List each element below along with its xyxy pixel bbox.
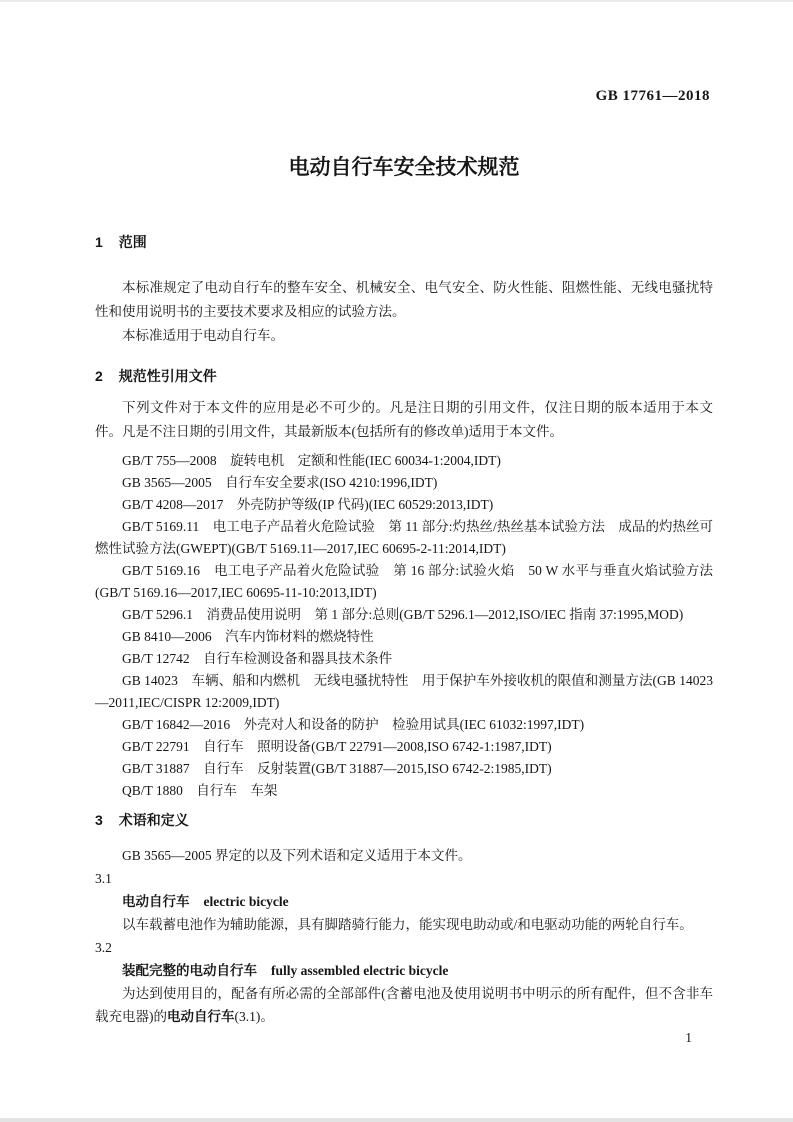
terms-intro: GB 3565—2005 界定的以及下列术语和定义适用于本文件。 xyxy=(122,848,472,863)
section-2-title: 规范性引用文件 xyxy=(118,368,217,384)
reference-item: GB/T 5296.1 消费品使用说明 第 1 部分:总则(GB/T 5296.1—2012,ISO/IEC 指南 37:1995,MOD) xyxy=(122,607,684,622)
section-3-number: 3 xyxy=(95,812,103,828)
term-name-zh: 装配完整的电动自行车 xyxy=(122,963,257,978)
section-1-heading xyxy=(95,230,713,254)
reference-item: GB 8410—2006 汽车内饰材料的燃烧特性 xyxy=(122,629,374,644)
term-number: 3.2 xyxy=(95,940,112,955)
reference-item: GB 14023 车辆、船和内燃机 无线电骚扰特性 用于保护车外接收机的限值和测量方法(GB 14023—2011,IEC/CISPR 12:2009,IDT) xyxy=(95,673,713,710)
terms-block xyxy=(95,844,713,1028)
section-3-heading xyxy=(95,808,713,832)
scope-paragraph-1: 本标准规定了电动自行车的整车安全、机械安全、电气安全、防火性能、阻燃性能、无线电骚扰特性和使用说明书的主要技术要求及相应的试验方法。 xyxy=(95,280,713,319)
references-list xyxy=(95,450,713,802)
scope-paragraph-2: 本标准适用于电动自行车。 xyxy=(122,328,284,343)
reference-item: GB/T 755—2008 旋转电机 定额和性能(IEC 60034-1:2004,IDT) xyxy=(122,453,501,468)
page-bottom-edge xyxy=(0,1118,793,1122)
term-name-line xyxy=(95,959,713,982)
section-2-heading xyxy=(95,364,713,388)
term-name-line xyxy=(95,890,713,913)
page-number: 1 xyxy=(685,1030,692,1045)
term-definition: 以车载蓄电池作为辅助能源，具有脚踏骑行能力，能实现电助动或/和电驱动功能的两轮自行车。 xyxy=(122,917,693,932)
term-name-en: electric bicycle xyxy=(203,894,289,909)
reference-item: GB/T 5169.16 电工电子产品着火危险试验 第 16 部分:试验火焰 50 W 水平与垂直火焰试验方法(GB/T 5169.16—2017,IEC 60695-11-10:2013,IDT) xyxy=(95,563,713,600)
definition-term-reference: 电动自行车 xyxy=(167,1009,235,1024)
definition-text: (3.1)。 xyxy=(234,1009,274,1024)
reference-item: GB/T 22791 自行车 照明设备(GB/T 22791—2008,ISO 6742-1:1987,IDT) xyxy=(122,739,552,754)
reference-item: GB/T 12742 自行车检测设备和器具技术条件 xyxy=(122,651,393,666)
section-3-title: 术语和定义 xyxy=(118,812,189,828)
term-name-zh: 电动自行车 xyxy=(122,894,190,909)
reference-item: GB/T 16842—2016 外壳对人和设备的防护 检验用试具(IEC 61032:1997,IDT) xyxy=(122,717,585,732)
term-definition xyxy=(95,982,713,1028)
section-1-number: 1 xyxy=(95,234,103,250)
document-title: 电动自行车安全技术规范 xyxy=(288,156,520,179)
reference-item: GB 3565—2005 自行车安全要求(ISO 4210:1996,IDT) xyxy=(122,475,438,490)
reference-item: GB/T 5169.11 电工电子产品着火危险试验 第 11 部分:灼热丝/热丝基本试验方法 成品的灼热丝可燃性试验方法(GWEPT)(GB/T 5169.11—2017,IEC 60695-2-11:2014,IDT) xyxy=(95,519,713,556)
section-2-number: 2 xyxy=(95,368,103,384)
references-intro: 下列文件对于本文件的应用是必不可少的。凡是注日期的引用文件，仅注日期的版本适用于本文件。凡是不注日期的引用文件，其最新版本(包括所有的修改单)适用于本文件。 xyxy=(95,400,713,439)
definition-text: 为达到使用目的，配备有所必需的全部部件(含蓄电池及使用说明书中明示的所有配件，但不含非车载充电器)的 xyxy=(95,986,713,1024)
term-number: 3.1 xyxy=(95,871,112,886)
reference-item: GB/T 31887 自行车 反射装置(GB/T 31887—2015,ISO 6742-2:1985,IDT) xyxy=(122,761,552,776)
reference-item: GB/T 4208—2017 外壳防护等级(IP 代码)(IEC 60529:2013,IDT) xyxy=(122,497,494,512)
reference-item: QB/T 1880 自行车 车架 xyxy=(122,783,278,798)
term-name-en: fully assembled electric bicycle xyxy=(271,963,449,978)
standard-code: GB 17761—2018 xyxy=(595,88,710,104)
section-1-title: 范围 xyxy=(118,234,147,250)
page-content xyxy=(95,0,713,1028)
